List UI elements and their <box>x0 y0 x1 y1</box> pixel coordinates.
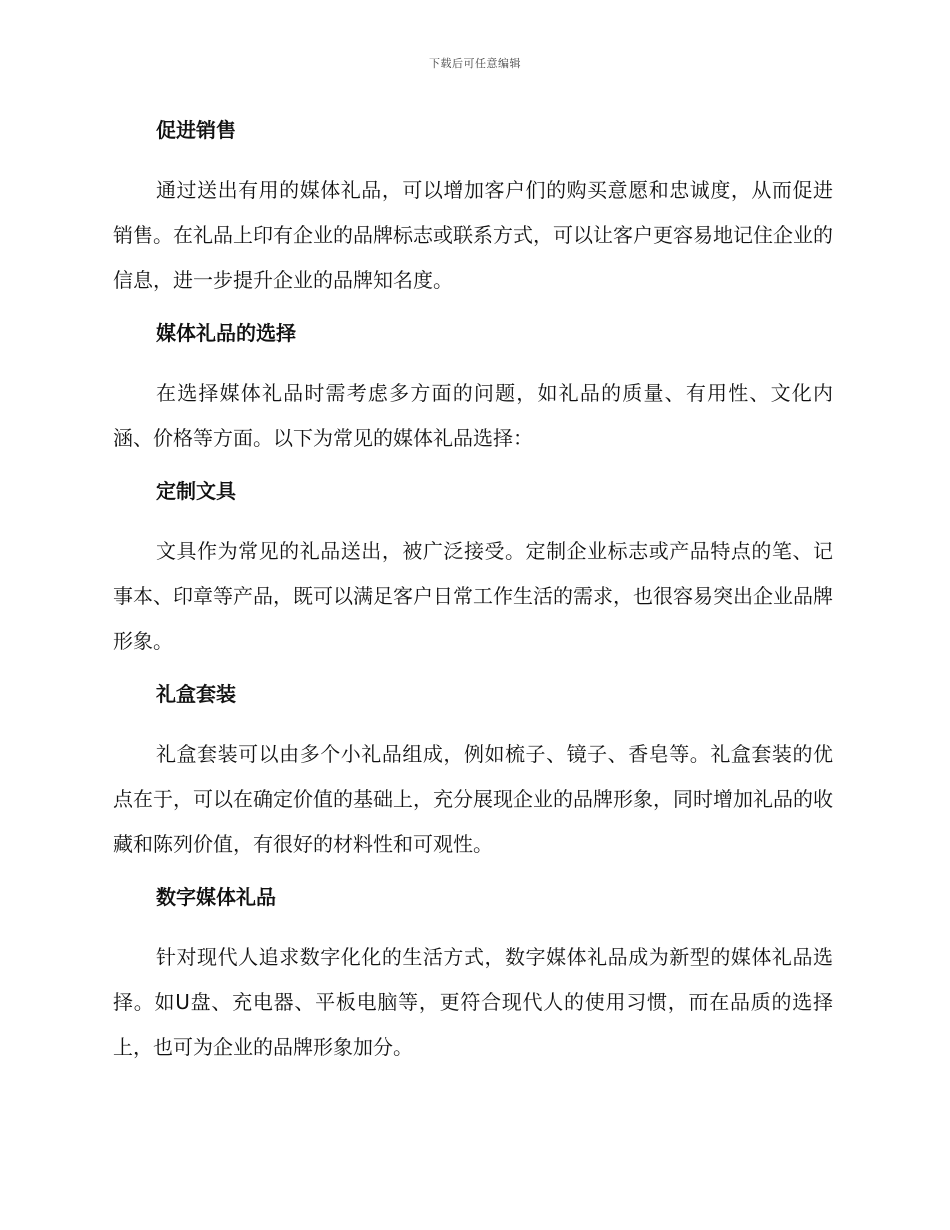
section-promote-sales <box>113 112 833 303</box>
section-heading: 定制文具 <box>156 479 236 503</box>
section-paragraph: 礼盒套装可以由多个小礼品组成，例如梳子、镜子、香皂等。礼盒套装的优点在于，可以在确定价值的基础上，充分展现企业的品牌形象，同时增加礼品的收藏和陈列价值，有很好的材料性和可观性。 <box>113 742 833 856</box>
section-paragraph: 在选择媒体礼品时需考虑多方面的问题，如礼品的质量、有用性、文化内涵、价格等方面。以下为常见的媒体礼品选择： <box>113 381 833 450</box>
section-paragraph: 针对现代人追求数字化化的生活方式，数字媒体礼品成为新型的媒体礼品选择。如U盘、充电器、平板电脑等，更符合现代人的使用习惯，而在品质的选择上，也可为企业的品牌形象加分。 <box>113 945 833 1059</box>
section-gift-box-set <box>113 676 833 867</box>
section-paragraph: 通过送出有用的媒体礼品，可以增加客户们的购买意愿和忠诚度，从而促进销售。在礼品上印有企业的品牌标志或联系方式，可以让客户更容易地记住企业的信息，进一步提升企业的品牌知名度。 <box>113 178 833 292</box>
section-heading: 礼盒套装 <box>156 682 236 706</box>
document-body <box>113 112 833 1082</box>
header-note: 下载后可任意编辑 <box>429 57 521 70</box>
section-digital-media-gifts <box>113 879 833 1070</box>
section-heading: 媒体礼品的选择 <box>156 321 296 345</box>
section-paragraph: 文具作为常见的礼品送出，被广泛接受。定制企业标志或产品特点的笔、记事本、印章等产品，既可以满足客户日常工作生活的需求，也很容易突出企业品牌形象。 <box>113 539 833 653</box>
section-heading: 数字媒体礼品 <box>156 885 276 909</box>
section-gift-selection <box>113 315 833 461</box>
section-custom-stationery <box>113 473 833 664</box>
section-heading: 促进销售 <box>156 118 236 142</box>
